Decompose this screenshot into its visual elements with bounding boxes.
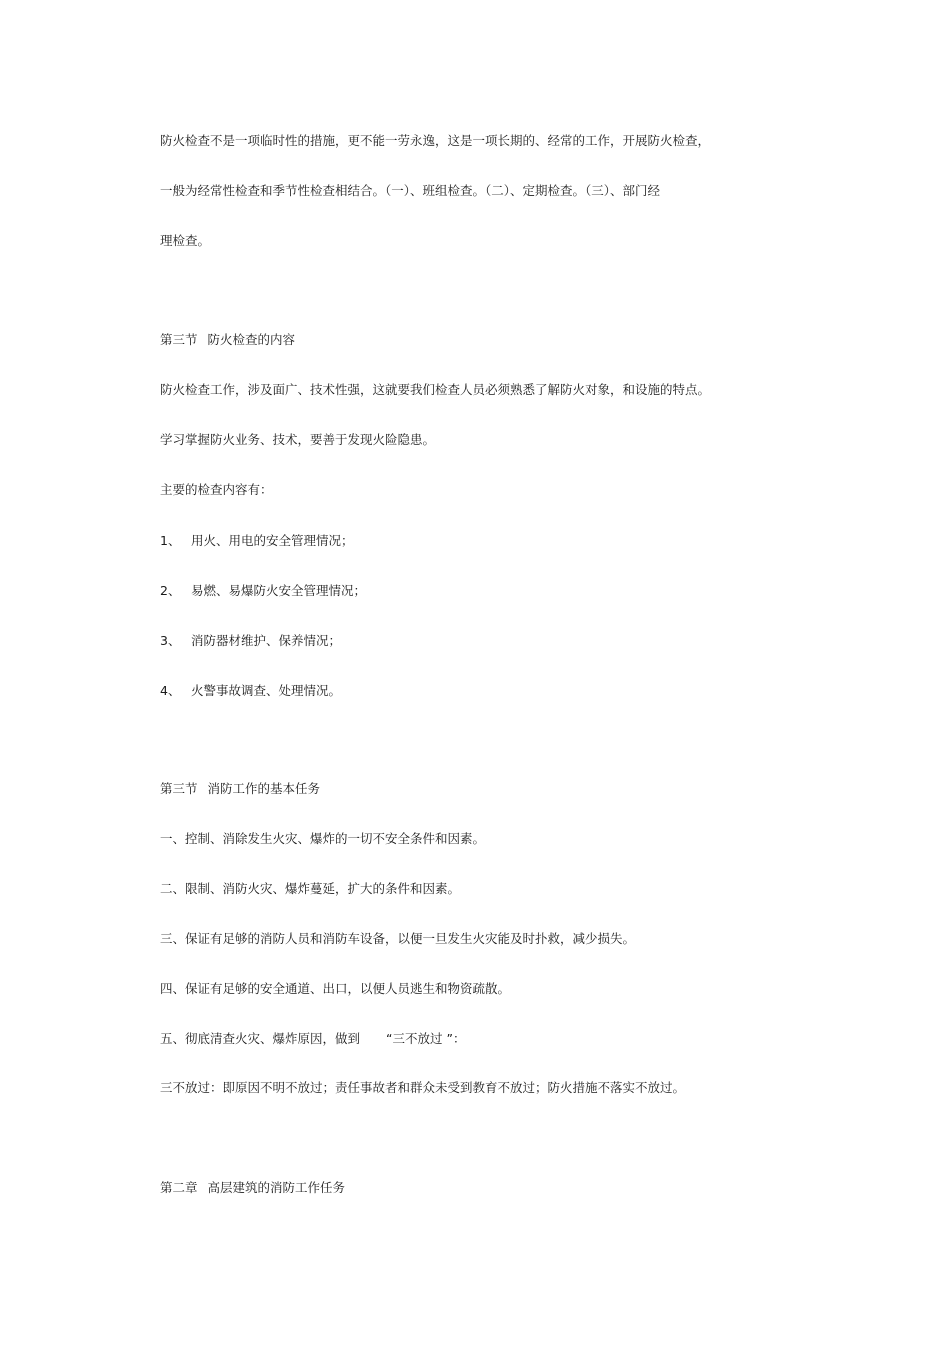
section-number: 第三节 — [160, 332, 198, 347]
chapter-title: 高层建筑的消防工作任务 — [207, 1180, 346, 1195]
list-item-text: 火警事故调查、处理情况。 — [191, 683, 342, 698]
intro-line-3: 理检查。 — [160, 233, 211, 248]
list-item-number: 3、 — [160, 633, 181, 648]
content-paragraph-2: 学习掌握防火业务、技术，要善于发现火险隐患。 — [160, 432, 436, 447]
list-item — [160, 583, 366, 599]
list-item-text: 用火、用电的安全管理情况； — [191, 533, 354, 548]
task-item-5 — [160, 1031, 465, 1047]
task-item-1: 一、控制、消除发生火灾、爆炸的一切不安全条件和因素。 — [160, 831, 486, 846]
list-item — [160, 683, 341, 699]
section-tasks-heading — [160, 781, 320, 797]
chapter-heading — [160, 1180, 345, 1196]
task-item-3: 三、保证有足够的消防人员和消防车设备，以便一旦发生火灾能及时扑救，减少损失。 — [160, 931, 636, 946]
list-item-text: 易燃、易爆防火安全管理情况； — [191, 583, 367, 598]
content-paragraph-3: 主要的检查内容有： — [160, 482, 273, 497]
three-not-release-note: 三不放过：即原因不明不放过；责任事故者和群众未受到教育不放过；防火措施不落实不放过。 — [160, 1080, 686, 1095]
intro-line-1: 防火检查不是一项临时性的措施，更不能一劳永逸，这是一项长期的、经常的工作，开展防火检查， — [160, 133, 711, 148]
list-item-number: 4、 — [160, 683, 181, 698]
list-item-text: 消防器材维护、保养情况； — [191, 633, 342, 648]
list-item-number: 1、 — [160, 533, 181, 548]
section-title: 消防工作的基本任务 — [207, 781, 321, 796]
task-item-5-text: 五、彻底清查火灾、爆炸原因，做到 — [160, 1031, 361, 1046]
list-item — [160, 633, 341, 649]
list-item-number: 2、 — [160, 583, 181, 598]
task-item-4: 四、保证有足够的安全通道、出口，以便人员逃生和物资疏散。 — [160, 981, 511, 996]
task-item-2: 二、限制、消防火灾、爆炸蔓延，扩大的条件和因素。 — [160, 881, 461, 896]
list-item — [160, 533, 354, 549]
intro-line-2: 一般为经常性检查和季节性检查相结合。（一）、班组检查。（二）、定期检查。（三）、部门经 — [160, 183, 661, 198]
section-number: 第三节 — [160, 781, 198, 796]
section-title: 防火检查的内容 — [207, 332, 296, 347]
section-content-heading — [160, 332, 295, 348]
task-item-5-quote: “三不放过 ”： — [386, 1031, 466, 1046]
chapter-number: 第二章 — [160, 1180, 198, 1195]
content-paragraph-1: 防火检查工作，涉及面广、技术性强，这就要我们检查人员必须熟悉了解防火对象，和设施的特点。 — [160, 382, 711, 397]
